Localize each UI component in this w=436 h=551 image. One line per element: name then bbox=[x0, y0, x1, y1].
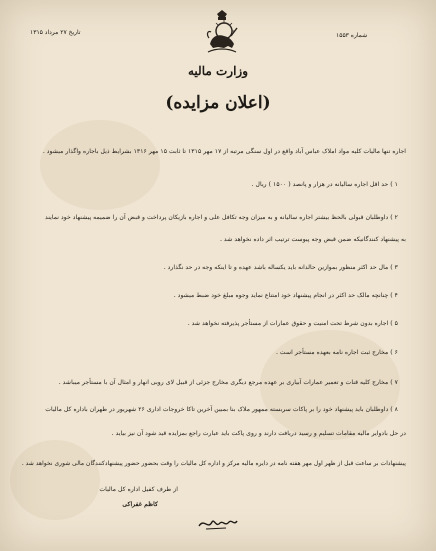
document-number: شماره ۱۵۵۳ bbox=[336, 32, 368, 39]
lion-and-sun-emblem-icon bbox=[204, 10, 240, 56]
closing-line-2: کاظم غفراکی bbox=[122, 501, 158, 508]
ministry-name: وزارت مالیه bbox=[188, 64, 248, 78]
final-paragraph: پیشنهادات بر ساعت قبل از ظهر اول مهر هفته نامه در دایره مالیه مرکز و اداره کل مالیات را وقت بحضور حضور پیشنهادکنندگان مالی شوری نخواهد شد . bbox=[21, 460, 406, 467]
notice-title: (اعلان مزایده) bbox=[165, 93, 271, 113]
paper-stain bbox=[40, 120, 160, 210]
condition-8-line-1: ۸ ) داوطلبان باید پیشنهاد خود را بر پاکات سربسته ممهور ملاک بنا بمبین آخرین تاکا خروجات اداری ۲۶ شهریور در طهران باداره کل مالیات bbox=[45, 406, 398, 413]
condition-2-line-2: به پیشنهاد کنندگانیکه ضمن قبض وجه پیوست ترتیب اثر داده نخواهد شد . bbox=[220, 236, 406, 243]
intro-paragraph: اجاره تنها مالیات کلیه مواد املاک عباس آباد واقع در اول سنگی مرتبه از ۱۷ مهر ۱۳۱۵ تا ثابت ۱۵ مهر ۱۳۱۶ بشرایط ذیل باجاره واگذار میشود . bbox=[42, 148, 406, 155]
condition-4: ۴ ) چنانچه مالک حد اکثر در انجام پیشنهاد خود امتناع نماید وجوه مبلغ خود ضبط میشود . bbox=[173, 292, 398, 299]
condition-7: ۷ ) مخارج کلیه قنات و تعمیر عمارات آبیاری بر عهده مرجع دیگری مخارج جزئی از قبیل لای روبی انهار و امثال آن با مستأجر میباشد . bbox=[58, 379, 398, 386]
condition-6: ۶ ) مخارج ثبت اجاره نامه بعهده مستأجر است . bbox=[275, 349, 398, 356]
signature-icon bbox=[196, 514, 240, 534]
condition-8-line-2: در حل بادوایر مالیه مقامات تسلیم و رسید دریافت دارند و روی پاکت باید عبارت راجع بمزایده قید شود آن نیز بیاید . bbox=[111, 430, 406, 437]
condition-1: ۱ ) حد اقل اجاره سالیانه در هزار و پانصد ( ۱۵۰۰ ) ریال . bbox=[251, 181, 398, 188]
paper-stain bbox=[10, 440, 100, 520]
closing-line-1: از طرف کفیل اداره کل مالیات bbox=[99, 486, 178, 493]
document-date: تاریخ ۲۷ مرداد ۱۳۱۵ bbox=[30, 29, 81, 36]
condition-2-line-1: ۲ ) داوطلبان قبولی بالحظ بیشتر اجاره سالیانه و به میزان وجه تکافل علی و اجاره بازیکان پرداخت و قبض آن را ضمیمه پیشنهاد خود نمایند bbox=[45, 214, 398, 221]
condition-5: ۵ ) اجاره بدون شرط تحت امنیت و حقوق عمارات از مستأجر پذیرفته نخواهد شد . bbox=[187, 320, 398, 327]
condition-3: ۳ ) مال حد اکثر منظور بموازین حالدانه باید یکساله باشد عهده و تا اینکه وجه در حد نگذارد . bbox=[163, 264, 398, 271]
